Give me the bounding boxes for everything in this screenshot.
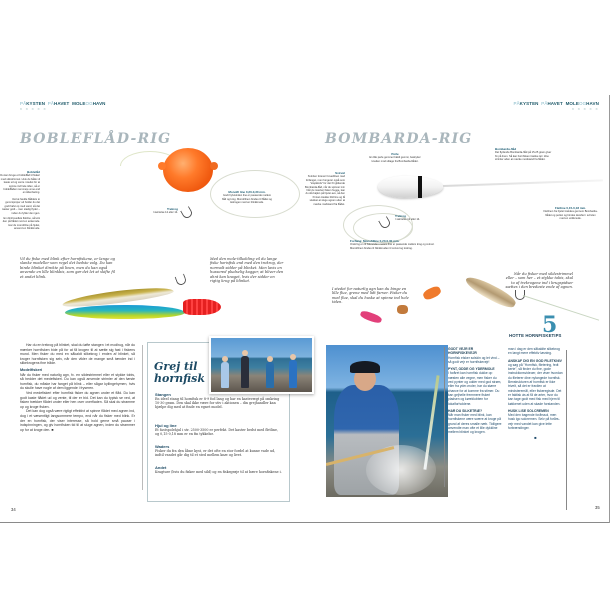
callout-trekrog-right: Trekrog I størrelse 12 eller 14. bbox=[395, 214, 421, 222]
page-number-right: 35 bbox=[595, 505, 600, 510]
tips-column-2: man i dag er den såkaldte silkekrog en langt mere effektiv løsning. ANSKAF DIG EN GOD FILETKNIV og søg på "Hornfisk, filetering, fedt kerte", så finder du fine, gode instruktionsvideoer, der viser hvordan du fileterer dine nyfangede hornfisk. Benstrukturen af hornfisk er ikke trivelt, så det er fravilen at mindsteremål, eller fiskeregisde. Det er faktisk ás at få de arter, hvor du kan tage godt med fisk med hjem til køkkenet uden at skade forstanden. HUSK LISE SOLCREMEN Med den bagende forårssol, men husk igo solcremen. Selv på forårs-vejr med vandet kan give lette forbrændinger. ■ bbox=[508, 347, 563, 441]
callout-fletline: Fletline 0,15-0,18 mm. Fletlinen fra hjulet trækkes gennem Bombarda-flådet og perlen og bindes derefter i svirvlen med en unikknude. bbox=[543, 206, 598, 221]
wave-icons: ≈ ≈ ≈ ≈ ≈ bbox=[572, 107, 599, 111]
callout-bobleflaad-3: En dimhovedløs fiskline, så lønt den på flådet mod en ankenode. Har du monofiline på hjulet, anvend en blinkknude. bbox=[2, 217, 40, 231]
tips-number: 5 bbox=[542, 312, 558, 338]
callout-forfang: Forfang: Monofilline 0,20-0,30 mm. Omkring en til halvanden meters line er passende mellem krog og svirvel. Monofilinen bindes til blinkknuden til svirvel og trekrog. bbox=[350, 239, 435, 250]
callout-svirvel: Svirvel Svirvlen forener hovedlinen med forfanget, men fungerer også som "stopklods" for det frit glidende Bombarda-flåd, når du spinner ind. Når du mærker fisken hugge, kan du slå bøjlen på hjulet ave, så den frit kan trække blid line og få stukket at sluge agnen uden at mærke modstand fra flådet. bbox=[305, 171, 345, 206]
section-nav-left: PÅKYSTEN PÅHAVET MOLEOGHAVN ≈ ≈ ≈ ≈ ≈ bbox=[20, 101, 106, 111]
gear-section-hjul: Hjul og line Et fastspolehjul i str. 2500-3500 er perfekt. Det kaster bedst med fletline, og 0,15-0,18 mm er en fin tykkelse. bbox=[155, 423, 279, 437]
right-page bbox=[305, 95, 610, 523]
tips-column-1: GODT VEJR ER HORNFISKEVEJR Hornfisk elsker solskin og let vind – så godt vejr er hornfiskevejr! PYNT, ODDE OG YDERMOLE I foråret kan hornfisk dukke op næsten alle vegne, men fisker du ved pynter og odder med god strøm, eller fra yder-moler, har du større chance for at komme fra stimer. Du kan gejhelle fremmere fiskeri pladsen og køreklubben for lokalforholdene. HAR DU SILKETRÆ? Når man fisker med blink, kan hornfiskene være svære at kroge på grund af deres smalle næb. Tidligere anvendte man ofte et lille dykkline mellem blinket og krogen. bbox=[448, 347, 502, 435]
kids-fishing-photo bbox=[209, 336, 314, 394]
magazine-spread bbox=[0, 95, 610, 523]
pink-fly-image bbox=[359, 309, 382, 324]
note-sildestrimmel: Når du fisker med sildestrimmel eller – som her – et stykke tobis, skal to af trekrogene ind i brugspidser sættes i den bredeste ende af agnen. bbox=[505, 272, 573, 290]
gear-section-stangen: Stangen En ideel stang til hornfisk er 8-9 fod lang og har en kastevægt på omkring 10-30 gram. Den skal ikke være for stiv i aktionen – din grejhandler kan hjælpe dig med at finde en egnet model. bbox=[155, 392, 280, 410]
note-blink-left: Vil du fiske med blink efter hornfiskene, er lange og slanke modeller som regel det bedste valg. Du kan binde blinket direkte på linen, men du kan også anvende en lille blinkbis, som gør det let at skifte fil et andet blink. bbox=[20, 257, 115, 279]
section-nav-right: PÅKYSTEN PÅHAVET MOLEOGHAVN ≈ ≈ ≈ ≈ ≈ bbox=[513, 101, 599, 111]
callout-bombarda-flaad: Bombarda-flåd Det flydende Bombarda-flåd på 15-25 gram giver fin på linen. Så kan hornfisken trække let i dine strimler uden at mærke modstand fra flådet. bbox=[495, 147, 552, 162]
bombarda-stem bbox=[443, 179, 603, 187]
red-silk-hook-image bbox=[183, 299, 221, 315]
bobble-float-image bbox=[163, 148, 213, 192]
column-rule bbox=[142, 345, 143, 490]
gear-box-title: Grej til hornfisk bbox=[154, 360, 205, 385]
lure-hook-icon bbox=[175, 274, 188, 287]
gear-section-waders: Waders Fisker du fra den åbne kyst, er det ofte en stor fordel at kunne vade ud, indtil vandet går dig til et sted mellem knæ og livet. bbox=[155, 444, 276, 458]
tips-title: HOTTE HORNFISKETIPS bbox=[509, 333, 562, 338]
end-mark: ■ bbox=[534, 435, 537, 441]
callout-bobleflaad-2: Ved at hælde flåddets to gummiproper ud holder du det godt halvt op med vand, så det kaster godt – men stadig flyder –inden du fylder den igen. bbox=[2, 198, 40, 215]
treble-hook-image bbox=[180, 206, 194, 220]
callout-trekrog: Trekrog I størrelse 12 eller 14. bbox=[152, 207, 178, 215]
left-page bbox=[0, 95, 305, 523]
note-blink-right: Med den mole-tilkobling vil du lange fiske horisfisk end med den trekrog, der normalt sidder på blinket. Men lavis en hussered pludselig kagger, at bliver den ahnt kan knaget, hvis der sidder en rigtig krog på blinket. bbox=[210, 257, 284, 284]
callout-bobleflaad: Boblefåd Du kan bruge et bobleflåd til fiskeri med stikstrimmel. Hvis du både vil kaste ud og vente i stedet for at spinne ind hele tiden, så er bobleflåden nemmere at se end en åbenbaring. bbox=[0, 170, 40, 195]
bombarda-float-image bbox=[378, 176, 443, 198]
orange-fly-image bbox=[422, 285, 443, 302]
column-rule bbox=[444, 347, 445, 487]
callout-monofil: Monofil line 0,20-0,30 mm. Godt hylvisinden line er passende mellem flåd og krog. Monofilinen bindes til flådet og tiekrogen med en blinkknude. bbox=[222, 190, 272, 205]
wave-icons: ≈ ≈ ≈ ≈ ≈ bbox=[20, 107, 47, 111]
angler-garfish-photo bbox=[326, 345, 448, 497]
page-number-left: 34 bbox=[11, 507, 16, 512]
bobleflaad-rig-title: BOBLEFLÅD-RIG bbox=[20, 131, 172, 147]
article-body: Har du en trekrog på blinket, skal du løfte stangen i et modhug, når du mærker hornfisken bide på for at få krogen til at sætte sig fast i fiskens mund. Men fisker du med en såkaldt silkekrog i enden af blinket, så kroger hornfisken sig selv, når den vikler de mange små tænder ind i silkekrogens fine tråde. Modelfiskeri Når du fisker med naturlig agn, fx. en sildestrimmel eller et stykke tobis, så hedder det medefiskeri. Du kan også anvende strimler af den første hornfisk, du måske har fanget på blink – eller sågar kyllingehymen, hvis du skulle have nogle af dem liggende i fryseren. Ved medefiskeri efter hornfisk fisker du agnen under et flåd. Du kan godt kaste flådet ud og vente, til der er bid. Det kan du typisk se ved, at fisken trækker flådet under eller hen over overfladen. Så skal du stramme op og kroge fisken. Det kan dog også være rigtigt effektivt at spinne flådet med agnen ind, dog i et væsentligt langsommere tempo, end når du fisker med blink. Er der en hornfisk, der viser interesse, så hold gerne små pauser i indspinningen, og giv hornfisken tid til at sluge agnen, inden du strammer op for at kroge den. ■ bbox=[20, 343, 135, 432]
blue-blink-lure-image bbox=[65, 305, 185, 319]
brown-fly-image bbox=[397, 305, 408, 314]
column-rule-right bbox=[566, 350, 567, 510]
gear-section-andet: Andet Kragtuer (hvis du fisker med sild) og en fiskegrøje til at bære hornfiskene i. bbox=[155, 465, 282, 474]
bombarda-rig-title: BOMBARDA-RIG bbox=[325, 131, 473, 147]
note-flue: I stedet for naturlig agn kan du binge en lille flue, grene med lidt farver. Fisker du med flue, skal du huske at spinne ind hele tiden. bbox=[332, 287, 409, 305]
callout-perle: Perle En lille perle gemmer blødt gummi, beskytter knuden mod slitage fra Bombarda-flådet. bbox=[369, 152, 421, 163]
kids-photo-image bbox=[211, 338, 312, 392]
